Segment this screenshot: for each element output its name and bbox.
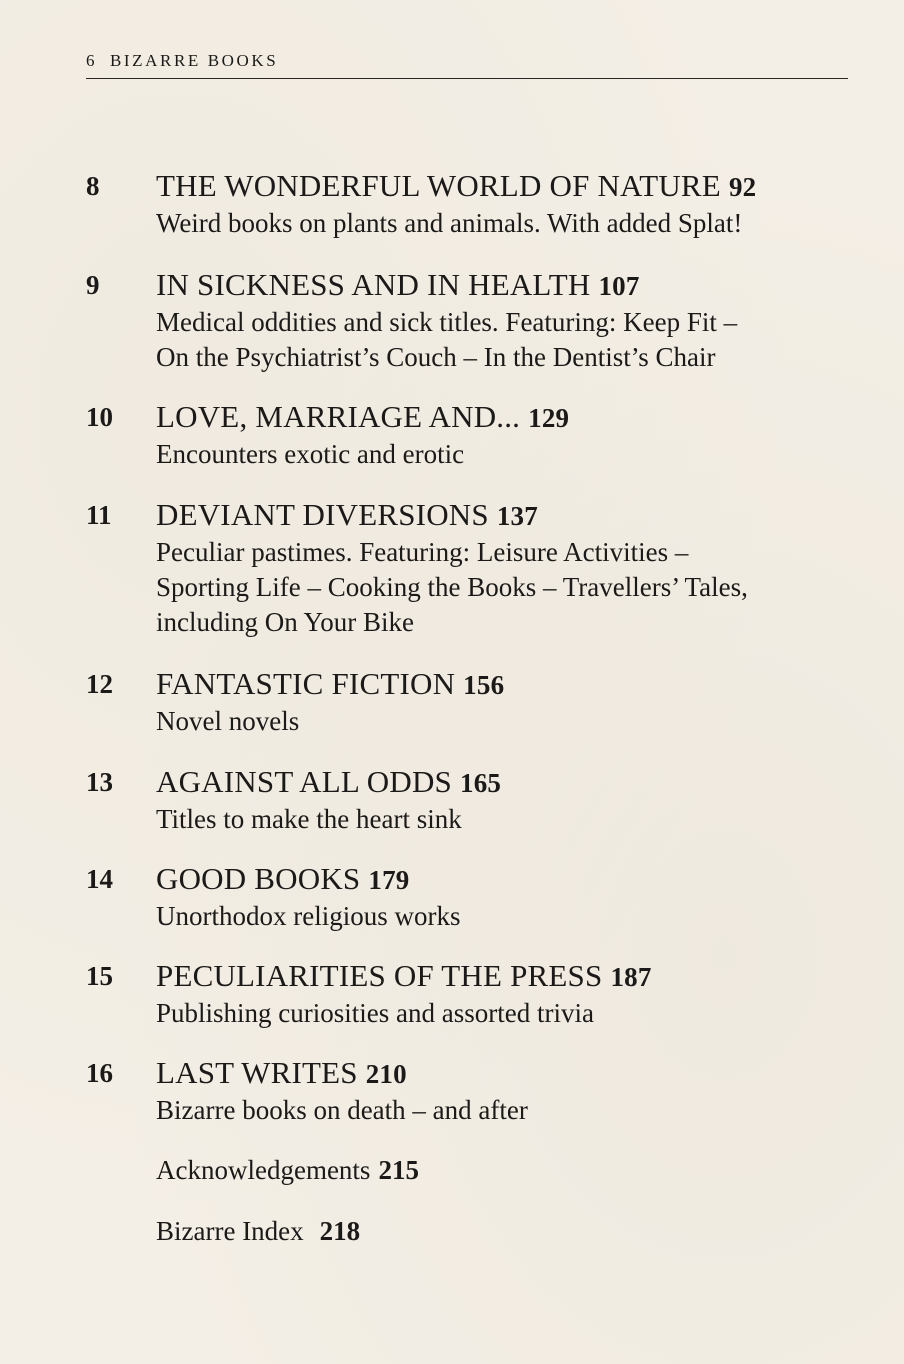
description-line: Titles to make the heart sink xyxy=(156,804,462,834)
chapter-number: 13 xyxy=(86,767,113,797)
description-line: Encounters exotic and erotic xyxy=(156,439,465,469)
chapter-title: PECULIARITIES OF THE PRESS xyxy=(156,958,603,993)
chapter-description xyxy=(156,535,856,640)
chapter-page-ref: 187 xyxy=(610,962,652,992)
description-line: Peculiar pastimes. Featuring: Leisure Activities – xyxy=(156,537,689,567)
chapter-description xyxy=(156,996,856,1031)
chapter-title: FANTASTIC FICTION xyxy=(156,666,456,701)
chapter-number: 12 xyxy=(86,669,113,699)
backmatter-label: Acknowledgements xyxy=(156,1155,371,1185)
chapter-number: 14 xyxy=(86,864,113,894)
chapter-page-ref: 179 xyxy=(368,865,410,895)
description-line: Novel novels xyxy=(156,706,300,736)
backmatter-page-ref: 218 xyxy=(319,1216,361,1246)
chapter-title: LAST WRITES xyxy=(156,1055,358,1090)
description-line: including On Your Bike xyxy=(156,607,415,637)
description-line: Sporting Life – Cooking the Books – Travellers’ Tales, xyxy=(156,572,748,602)
chapter-page-ref: 210 xyxy=(365,1059,407,1089)
chapter-page-ref: 137 xyxy=(496,501,538,531)
chapter-title: DEVIANT DIVERSIONS xyxy=(156,497,489,532)
description-line: Unorthodox religious works xyxy=(156,901,461,931)
chapter-title: AGAINST ALL ODDS xyxy=(156,764,452,799)
chapter-description xyxy=(156,802,856,837)
backmatter-acknowledgements xyxy=(156,1153,419,1187)
chapter-title: IN SICKNESS AND IN HEALTH xyxy=(156,267,591,302)
chapter-number: 16 xyxy=(86,1058,113,1088)
chapter-description xyxy=(156,704,856,739)
chapter-title: GOOD BOOKS xyxy=(156,861,361,896)
chapter-description xyxy=(156,1093,856,1128)
chapter-description xyxy=(156,305,856,375)
description-line: Medical oddities and sick titles. Featuring: Keep Fit – xyxy=(156,307,738,337)
chapter-number: 10 xyxy=(86,402,113,432)
running-head xyxy=(86,50,848,79)
chapter-number: 9 xyxy=(86,270,100,300)
chapter-number: 8 xyxy=(86,171,100,201)
chapter-number: 15 xyxy=(86,961,113,991)
running-head-page-number: 6 xyxy=(86,51,98,70)
backmatter-index xyxy=(156,1214,360,1248)
description-line: Publishing curiosities and assorted trivia xyxy=(156,998,594,1028)
backmatter-page-ref: 215 xyxy=(378,1155,419,1185)
chapter-title: LOVE, MARRIAGE AND... xyxy=(156,399,521,434)
chapter-page-ref: 92 xyxy=(728,172,757,202)
chapter-description xyxy=(156,899,856,934)
chapter-page-ref: 129 xyxy=(528,403,570,433)
chapter-page-ref: 156 xyxy=(463,670,505,700)
description-line: Bizarre books on death – and after xyxy=(156,1095,528,1125)
chapter-number: 11 xyxy=(86,500,112,530)
chapter-page-ref: 107 xyxy=(598,271,640,301)
backmatter-label: Bizarre Index xyxy=(156,1216,304,1246)
chapter-page-ref: 165 xyxy=(460,768,502,798)
description-line: On the Psychiatrist’s Couch – In the Dentist’s Chair xyxy=(156,342,716,372)
chapter-title: THE WONDERFUL WORLD OF NATURE xyxy=(156,168,721,203)
chapter-description xyxy=(156,206,856,241)
running-head-book-title: BIZARRE BOOKS xyxy=(109,51,279,70)
chapter-description xyxy=(156,437,856,472)
description-line: Weird books on plants and animals. With added Splat! xyxy=(156,208,743,238)
